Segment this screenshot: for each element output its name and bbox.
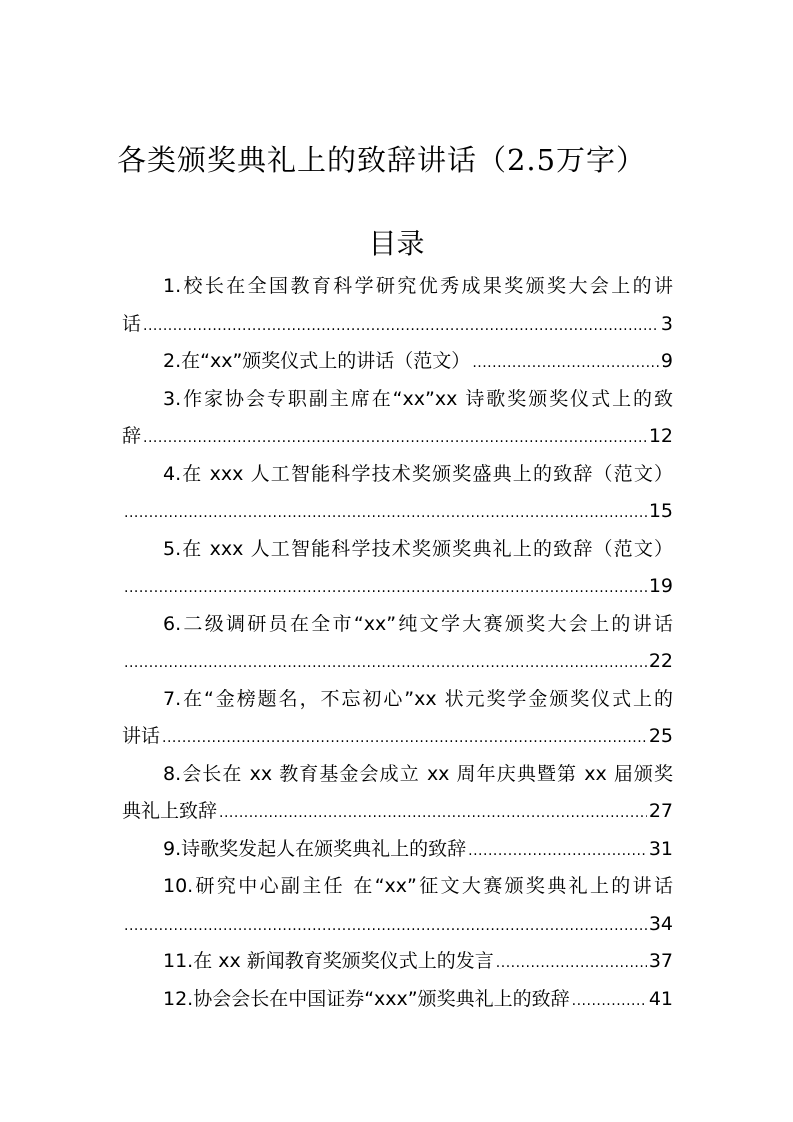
toc-entry[interactable] [122, 268, 673, 343]
toc-entry-title: 3.作家协会专职副主席在“xx”xx 诗歌奖颁奖仪式上的致 [163, 387, 673, 410]
toc-entry[interactable] [122, 456, 673, 531]
toc-entry-title: 10.研究中心副主任 在“xx”征文大赛颁奖典礼上的讲话 [163, 875, 673, 897]
toc-page-number: 27 [648, 800, 673, 822]
dot-leader [219, 793, 647, 831]
toc-entry-title: 7.在“金榜题名，不忘初心”xx 状元奖学金颁奖仪式上的 [163, 687, 673, 710]
dot-leader [124, 568, 647, 606]
dot-leader [162, 718, 647, 756]
toc-entry[interactable] [122, 981, 673, 1019]
toc-page-number: 19 [648, 575, 673, 597]
toc-page-number: 41 [648, 987, 673, 1010]
toc-entry[interactable] [122, 681, 673, 756]
toc-entry-title-continuation: 典礼上致辞 [122, 800, 218, 822]
dot-leader [143, 306, 659, 344]
toc-page-number: 34 [648, 912, 673, 935]
toc-entry-title: 9.诗歌奖发起人在颁奖典礼上的致辞 [163, 837, 467, 860]
toc-entry[interactable] [122, 831, 673, 869]
toc-entry-title-continuation: 辞 [122, 425, 142, 447]
toc-entry-title: 5.在 xxx 人工智能科学技术奖颁奖典礼上的致辞（范文） [163, 537, 673, 560]
dot-leader [124, 906, 647, 944]
toc-page-number: 37 [648, 950, 673, 972]
dot-leader [572, 981, 647, 1019]
toc-entry-title: 2.在“xx”颁奖仪式上的讲话（范文） [163, 350, 471, 372]
toc-entry[interactable] [122, 606, 673, 681]
toc-entry[interactable] [122, 531, 673, 606]
toc-page-number: 31 [648, 837, 673, 860]
toc-page-number: 12 [648, 425, 673, 447]
toc-entry-title: 8.会长在 xx 教育基金会成立 xx 周年庆典暨第 xx 届颁奖 [163, 762, 673, 785]
toc-entry[interactable] [122, 381, 673, 456]
dot-leader [124, 493, 647, 531]
table-of-contents [122, 268, 673, 1018]
toc-page-number: 15 [648, 500, 673, 522]
toc-entry[interactable] [122, 756, 673, 831]
toc-page-number: 25 [648, 725, 673, 747]
toc-entry[interactable] [122, 943, 673, 981]
toc-entry-title-continuation: 话 [122, 312, 142, 335]
toc-heading: 目录 [368, 227, 425, 260]
toc-page-number: 9 [660, 350, 673, 372]
dot-leader [468, 831, 647, 869]
dot-leader [143, 418, 647, 456]
toc-entry-title: 4.在 xxx 人工智能科学技术奖颁奖盛典上的致辞（范文） [163, 462, 673, 485]
toc-entry-title: 6.二级调研员在全市“xx”纯文学大赛颁奖大会上的讲话 [163, 612, 673, 635]
document-title: 各类颁奖典礼上的致辞讲话（2.5万字） [116, 143, 647, 177]
toc-entry-title: 12.协会会长在中国证券“xxx”颁奖典礼上的致辞 [163, 987, 570, 1010]
toc-entry[interactable] [122, 343, 673, 381]
toc-entry[interactable] [122, 868, 673, 943]
dot-leader [496, 943, 647, 981]
toc-entry-title-continuation: 讲话 [122, 725, 161, 747]
toc-entry-title: 1.校长在全国教育科学研究优秀成果奖颁奖大会上的讲 [163, 275, 673, 297]
dot-leader [472, 343, 659, 381]
dot-leader [124, 643, 647, 681]
toc-page-number: 3 [660, 312, 673, 335]
toc-page-number: 22 [648, 650, 673, 672]
toc-entry-title: 11.在 xx 新闻教育奖颁奖仪式上的发言 [163, 950, 494, 972]
